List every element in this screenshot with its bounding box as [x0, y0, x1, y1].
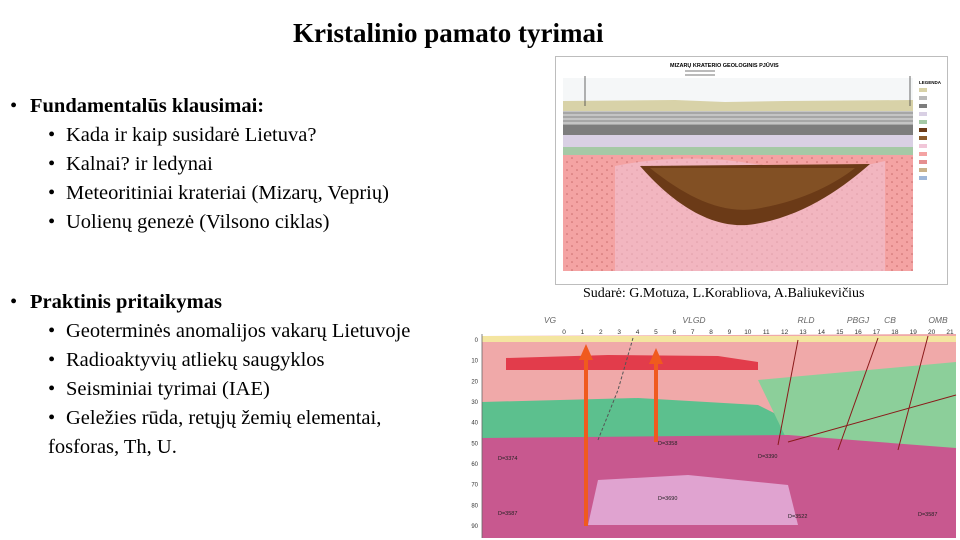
top-tick-label: 19	[909, 329, 917, 336]
density-label: D=3374	[498, 456, 518, 462]
top-tick-label: 18	[891, 329, 899, 336]
legend-swatch	[919, 168, 927, 172]
list-item	[10, 404, 410, 433]
heading-text: Praktinis pritaikymas	[30, 291, 222, 313]
density-label: D=3587	[498, 511, 518, 517]
region-label: OMB	[928, 315, 948, 325]
density-label: D=3390	[758, 454, 778, 460]
bullet-marker: •	[48, 211, 56, 233]
top-tick-label: 0	[562, 329, 566, 336]
sedimentary-layer-green	[563, 147, 913, 155]
legend-swatch	[919, 128, 927, 132]
list-item-text: Radioaktyvių atliekų saugyklos	[66, 349, 325, 371]
top-tick-label: 17	[872, 329, 881, 336]
bullet-marker: •	[48, 378, 56, 400]
depth-axis-ticks	[471, 338, 478, 530]
scale-note	[685, 74, 715, 76]
legend-swatch	[919, 88, 927, 92]
top-tick-label: 12	[780, 329, 789, 336]
list-item	[10, 150, 389, 179]
list-item-text: Kada ir kaip susidarė Lietuva?	[66, 124, 317, 146]
top-tick-label: 16	[854, 329, 862, 336]
list-item	[10, 179, 389, 208]
depth-tick-label: 20	[471, 379, 478, 386]
legend-swatch	[919, 112, 927, 116]
list-item-text: Kalnai? ir ledynai	[66, 153, 213, 175]
depth-tick-label: 70	[471, 482, 478, 489]
bullet-marker: •	[48, 182, 56, 204]
top-tick-label: 4	[635, 329, 640, 336]
top-tick-label: 13	[799, 329, 807, 336]
heading-text: Fundamentalūs klausimai:	[30, 95, 265, 117]
arrow-shaft	[654, 362, 658, 442]
region-label: VG	[543, 315, 557, 325]
green-layer	[482, 398, 788, 440]
practical-applications-heading	[10, 288, 410, 317]
region-label: PBGJ	[846, 315, 870, 325]
legend-swatch	[919, 104, 927, 108]
slide-title: Kristalinio pamato tyrimai	[293, 18, 604, 48]
legend-swatch	[919, 152, 927, 156]
list-item-text: Uolienų genezė (Vilsono ciklas)	[66, 211, 330, 233]
legend-title: LEGENDA	[919, 80, 942, 85]
figure-credit: Sudarė: G.Motuza, L.Korabliova, A.Baliukevičius	[583, 286, 865, 301]
top-tick-label: 7	[690, 329, 695, 336]
top-tick-label: 8	[709, 329, 713, 336]
legend-swatch	[919, 136, 927, 140]
depth-tick-label: 30	[471, 400, 478, 406]
list-item	[10, 317, 410, 346]
depth-tick-label: 40	[471, 420, 478, 427]
list-item-text: Meteoritiniai krateriai (Mizarų, Veprių)	[66, 182, 389, 204]
top-tick-label: 11	[762, 329, 770, 336]
bullet-marker: •	[48, 320, 56, 342]
legend-swatch	[919, 160, 927, 164]
practical-applications-list	[10, 288, 410, 462]
list-item	[10, 208, 389, 237]
depth-tick-label: 0	[474, 338, 478, 344]
list-item	[10, 121, 389, 150]
sedimentary-layer-lilac	[563, 135, 913, 147]
region-label: VLGD	[682, 315, 706, 325]
list-item-text: Geoterminės anomalijos vakarų Lietuvoje	[66, 320, 411, 342]
density-label: D=3587	[918, 512, 938, 518]
sedimentary-layer-dark	[563, 125, 913, 135]
list-item	[10, 375, 410, 404]
bullet-marker: •	[48, 349, 56, 371]
mizaru-crater-section-figure	[555, 56, 948, 285]
crustal-section-figure	[458, 310, 960, 540]
top-tick-label: 2	[598, 329, 603, 336]
region-label: RLD	[797, 315, 815, 325]
depth-tick-label: 50	[471, 441, 478, 448]
quaternary-layer	[563, 111, 913, 125]
red-layer	[506, 355, 758, 370]
density-label: D=3690	[658, 496, 678, 502]
top-tick-label: 14	[817, 329, 825, 336]
bullet-marker: •	[48, 124, 56, 146]
figure-title: MIZARŲ KRATERIO GEOLOGINIS PJŪVIS	[670, 63, 779, 69]
list-item	[10, 346, 410, 375]
bullet-marker: •	[10, 95, 18, 117]
list-item-text: Geležies rūda, retųjų žemių elementai,	[66, 407, 382, 429]
fundamental-questions-list	[10, 92, 389, 237]
bullet-marker: •	[48, 153, 56, 175]
bullet-marker: •	[48, 407, 56, 429]
density-label: D=3358	[658, 441, 678, 447]
legend-swatch	[919, 144, 927, 148]
top-tick-label: 5	[654, 329, 658, 336]
legend-swatch	[919, 120, 927, 124]
legend-swatch	[919, 96, 927, 100]
bullet-marker: •	[10, 291, 18, 313]
top-tick-label: 9	[727, 329, 732, 336]
fundamental-questions-heading	[10, 92, 389, 121]
list-item-text: Seisminiai tyrimai (IAE)	[66, 378, 270, 400]
scale-note	[685, 70, 715, 72]
depth-tick-label: 80	[471, 503, 478, 510]
arrow-shaft	[584, 358, 588, 526]
top-tick-label: 10	[744, 329, 752, 336]
density-label: D=3522	[788, 514, 808, 520]
region-label: CB	[884, 315, 896, 325]
top-tick-label: 1	[580, 329, 585, 336]
top-tick-label: 15	[836, 329, 844, 336]
top-tick-label: 3	[617, 329, 621, 336]
depth-tick-label: 10	[471, 358, 478, 365]
sediment-cover-layer	[482, 336, 956, 342]
depth-tick-label: 60	[471, 462, 478, 468]
region-labels	[544, 315, 948, 325]
top-tick-label: 20	[928, 329, 936, 336]
list-item-continuation: fosforas, Th, U.	[48, 436, 177, 458]
depth-tick-label: 90	[471, 524, 478, 530]
top-tick-label: 6	[672, 329, 677, 336]
top-tick-label: 21	[946, 329, 954, 336]
legend-swatch	[919, 176, 927, 180]
